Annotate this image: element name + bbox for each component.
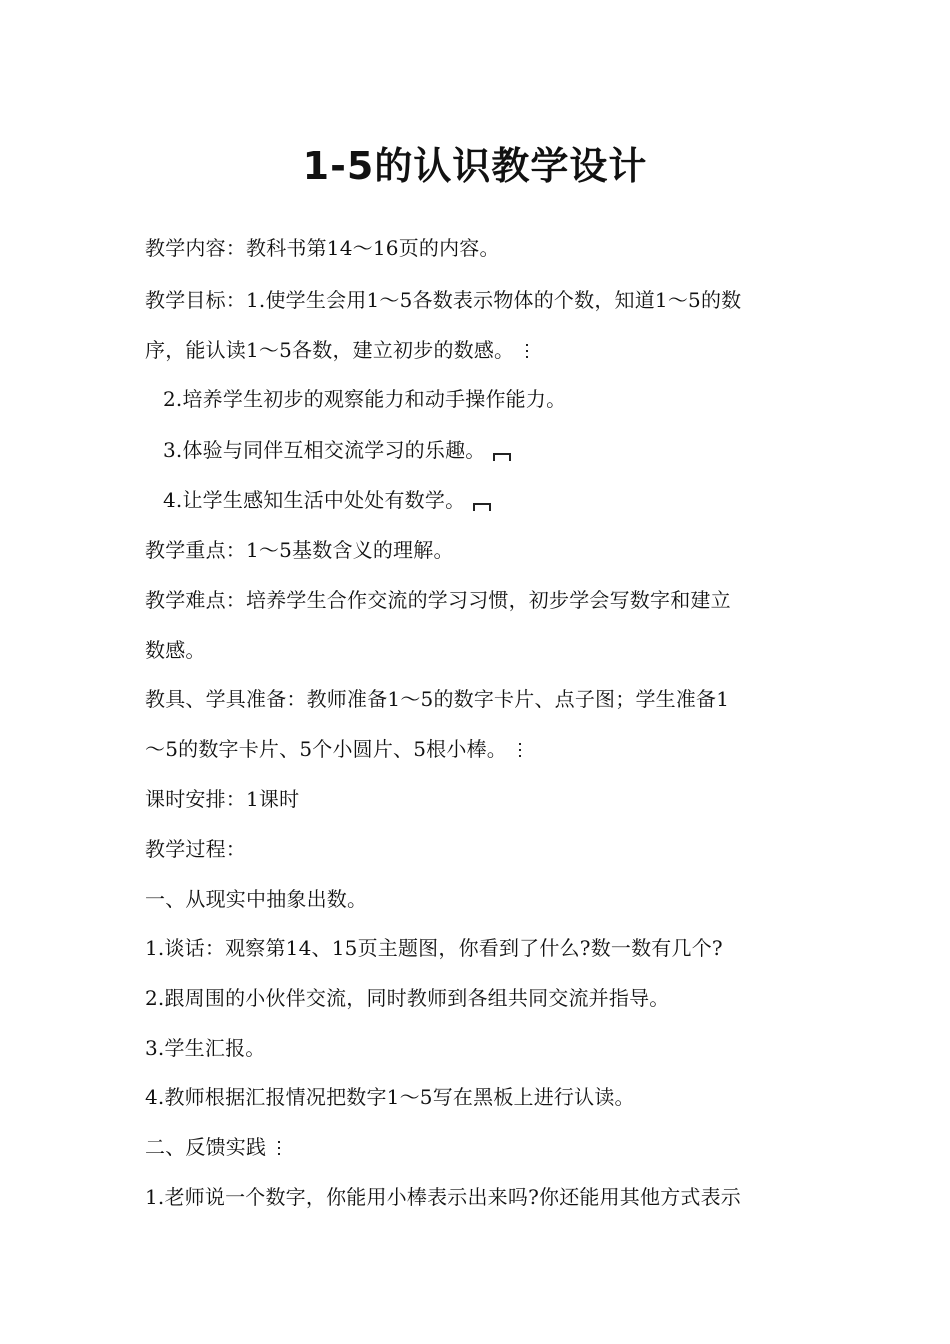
paragraph-schedule xyxy=(145,784,299,814)
line-text: 教学内容：教科书第14～16页的内容。 xyxy=(145,236,500,260)
paragraph-difficulty xyxy=(145,585,731,615)
line-text: ～5的数字卡片、5个小圆片、5根小棒。 xyxy=(145,737,507,761)
line-text: 2.培养学生初步的观察能力和动手操作能力。 xyxy=(163,387,567,411)
dots-mark-icon xyxy=(272,1138,288,1160)
step-item-1 xyxy=(145,933,723,963)
dots-mark-icon xyxy=(513,740,529,762)
paragraph-process xyxy=(145,834,246,864)
line-text: 教学过程： xyxy=(145,837,246,861)
goal-item-3 xyxy=(163,435,507,465)
document-title: 1-5的认识教学设计 xyxy=(302,144,648,188)
line-text: 教学目标：1.使学生会用1～5各数表示物体的个数，知道1～5的数 xyxy=(145,288,742,312)
practice-item-1 xyxy=(145,1182,741,1212)
paragraph-goals-cont xyxy=(145,335,536,365)
paragraph-goals xyxy=(145,285,741,315)
line-text: 3.体验与同伴互相交流学习的乐趣。 xyxy=(163,438,486,462)
paragraph-materials xyxy=(145,684,729,714)
section-heading-2 xyxy=(145,1132,288,1162)
bracket-mark-icon xyxy=(471,491,487,513)
goal-item-2 xyxy=(163,384,566,414)
step-item-3 xyxy=(145,1033,265,1063)
step-item-4 xyxy=(145,1082,635,1112)
line-text: 3.学生汇报。 xyxy=(145,1036,266,1060)
section-heading-1 xyxy=(145,884,367,914)
bracket-mark-icon xyxy=(491,441,507,463)
line-text: 4.教师根据汇报情况把数字1～5写在黑板上进行认读。 xyxy=(145,1085,635,1109)
dots-mark-icon xyxy=(520,341,536,363)
line-text: 一、从现实中抽象出数。 xyxy=(145,887,368,911)
line-text: 教学重点：1～5基数含义的理解。 xyxy=(145,538,454,562)
paragraph-content xyxy=(145,233,500,263)
line-text: 4.让学生感知生活中处处有数学。 xyxy=(163,488,466,512)
paragraph-key-point xyxy=(145,535,454,565)
line-text: 1.谈话：观察第14、15页主题图，你看到了什么?数一数有几个? xyxy=(145,936,723,960)
line-text: 二、反馈实践 xyxy=(145,1135,267,1159)
line-text: 教具、学具准备：教师准备1～5的数字卡片、点子图；学生准备1 xyxy=(145,687,730,711)
step-item-2 xyxy=(145,983,669,1013)
paragraph-difficulty-cont xyxy=(145,635,206,665)
line-text: 1.老师说一个数字，你能用小棒表示出来吗?你还能用其他方式表示 xyxy=(145,1185,742,1209)
line-text: 序，能认读1～5各数，建立初步的数感。 xyxy=(145,338,515,362)
goal-item-4 xyxy=(163,485,487,515)
line-text: 课时安排：1课时 xyxy=(145,787,300,811)
line-text: 数感。 xyxy=(145,638,206,662)
line-text: 教学难点：培养学生合作交流的学习习惯，初步学会写数字和建立 xyxy=(145,588,731,612)
line-text: 2.跟周围的小伙伴交流，同时教师到各组共同交流并指导。 xyxy=(145,986,670,1010)
paragraph-materials-cont xyxy=(145,734,529,764)
